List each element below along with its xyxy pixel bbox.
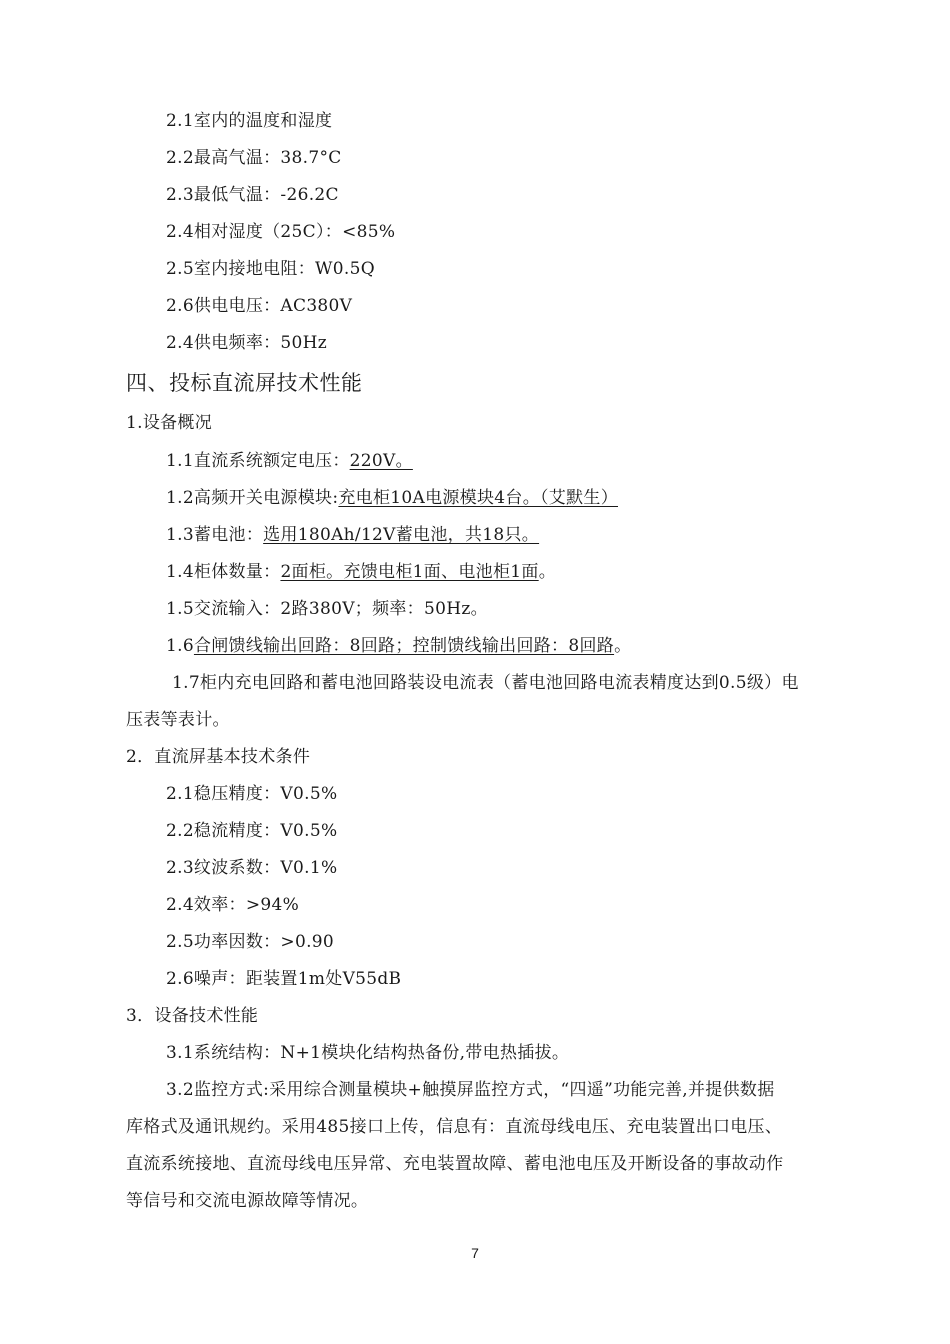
env-item-min-temperature: 2.3最低气温：-26.2C bbox=[166, 185, 339, 205]
item-value: 充电柜10A电源模块4台。（艾默生） bbox=[338, 488, 618, 508]
basic-item-power-factor: 2.5功率因数：>0.90 bbox=[166, 932, 335, 952]
basic-item-efficiency: 2.4效率：>94% bbox=[166, 895, 300, 915]
item-label: 1.4柜体数量： bbox=[166, 562, 281, 582]
env-item-supply-frequency: 2.4供电频率：50Hz bbox=[166, 333, 328, 353]
item-label: 1.1直流系统额定电压： bbox=[166, 451, 350, 471]
item-tail: 。 bbox=[538, 562, 556, 582]
overview-item-meters-line2: 压表等表计。 bbox=[126, 710, 230, 730]
item-value: 2面柜。充馈电柜1面、电池柜1面 bbox=[280, 562, 539, 582]
overview-item-cabinet-count bbox=[166, 561, 556, 583]
perf-item-monitoring-line3: 直流系统接地、直流母线电压异常、充电装置故障、蓄电池电压及开断设备的事故动作 bbox=[126, 1154, 784, 1174]
overview-item-meters-line1: 1.7柜内充电回路和蓄电池回路装设电流表（蓄电池回路电流表精度达到0.5级）电 bbox=[172, 673, 799, 693]
overview-item-power-module bbox=[166, 487, 618, 509]
env-item-relative-humidity: 2.4相对湿度（25C）：<85% bbox=[166, 222, 396, 242]
overview-item-feeder-circuits bbox=[166, 635, 631, 657]
env-item-max-temperature: 2.2最高气温：38.7°C bbox=[166, 148, 342, 168]
item-label: 1.2高频开关电源模块: bbox=[166, 488, 339, 508]
perf-title: 3．设备技术性能 bbox=[126, 1006, 259, 1026]
overview-title: 1.设备概况 bbox=[126, 413, 213, 433]
basic-item-voltage-accuracy: 2.1稳压精度：V0.5% bbox=[166, 784, 338, 804]
basic-title: 2．直流屏基本技术条件 bbox=[126, 747, 311, 767]
basic-item-current-accuracy: 2.2稳流精度：V0.5% bbox=[166, 821, 338, 841]
page-number: 7 bbox=[471, 1245, 479, 1261]
env-item-temperature-humidity: 2.1室内的温度和湿度 bbox=[166, 111, 333, 131]
item-tail: 。 bbox=[614, 636, 632, 656]
item-label: 1.3蓄电池： bbox=[166, 525, 264, 545]
basic-item-ripple: 2.3纹波系数：V0.1% bbox=[166, 858, 338, 878]
section-heading: 四、投标直流屏技术性能 bbox=[126, 371, 363, 395]
perf-item-monitoring-line4: 等信号和交流电源故障等情况。 bbox=[126, 1191, 369, 1211]
item-label: 1.6 bbox=[166, 636, 194, 656]
env-item-supply-voltage: 2.6供电电压：AC380V bbox=[166, 296, 353, 316]
env-item-grounding-resistance: 2.5室内接地电阻：W0.5Q bbox=[166, 259, 375, 279]
item-value: 220V。 bbox=[349, 451, 413, 471]
overview-item-battery bbox=[166, 524, 539, 546]
item-value: 选用180Ah/12V蓄电池，共18只。 bbox=[263, 525, 540, 545]
perf-item-system-structure: 3.1系统结构：N+1模块化结构热备份,带电热插拔。 bbox=[166, 1043, 570, 1063]
overview-item-ac-input: 1.5交流输入：2路380V；频率：50Hz。 bbox=[166, 599, 488, 619]
perf-item-monitoring-line1: 3.2监控方式:采用综合测量模块+触摸屏监控方式，“四遥”功能完善,并提供数据 bbox=[166, 1080, 775, 1100]
perf-item-monitoring-line2: 库格式及通讯规约。采用485接口上传，信息有：直流母线电压、充电装置出口电压、 bbox=[126, 1117, 783, 1137]
basic-item-noise: 2.6噪声：距装置1m处V55dB bbox=[166, 969, 402, 989]
overview-item-rated-voltage bbox=[166, 450, 413, 472]
item-value: 合闸馈线输出回路：8回路；控制馈线输出回路：8回路 bbox=[193, 636, 615, 656]
